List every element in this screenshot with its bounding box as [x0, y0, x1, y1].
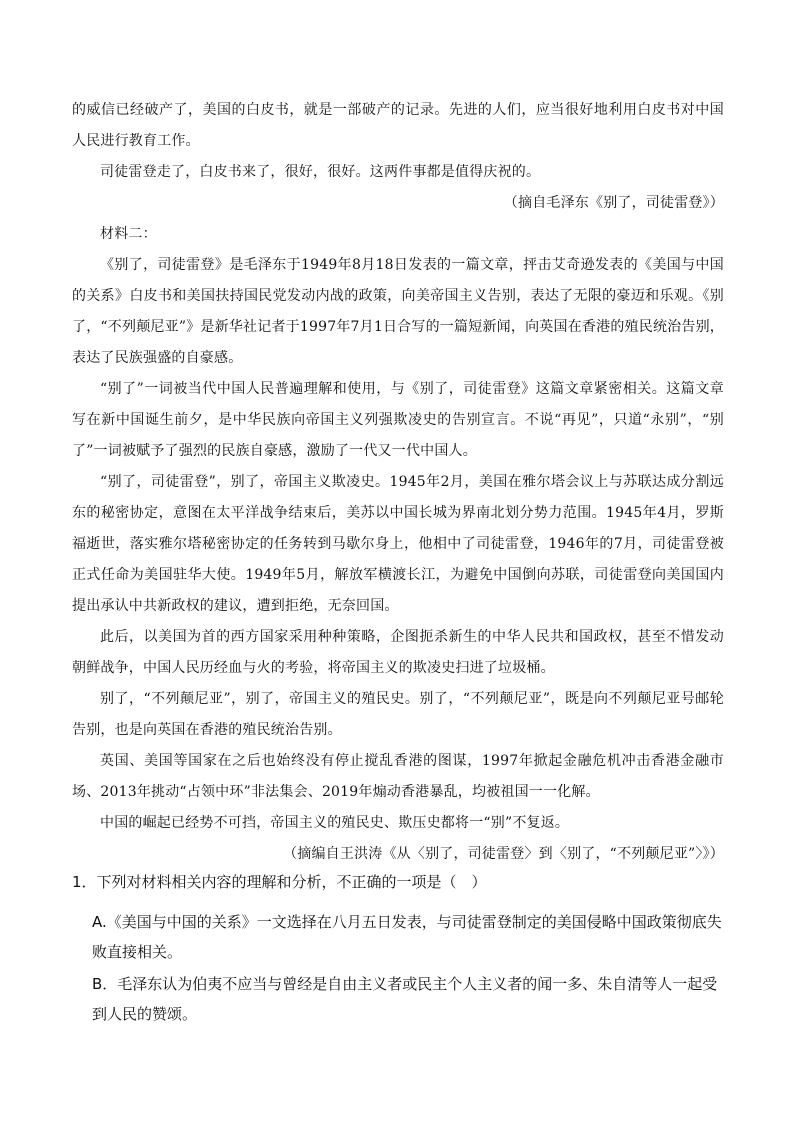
material-two-heading: 材料二：	[100, 226, 157, 242]
paragraph-britannia: 别了，“不列颠尼亚”，别了，帝国主义的殖民史。别了，“不列颠尼亚”，既是向不列颠尼亚号邮轮告别，也是向英国在香港的殖民统治告别。	[72, 691, 724, 738]
paragraph-white-paper-bankrupt: 的威信已经破产了，美国的白皮书，就是一部破产的记录。先进的人们，应当很好地利用白皮书对中国人民进行教育工作。	[72, 102, 724, 149]
paragraph-intro-two-articles: 《别了，司徒雷登》是毛泽东于1949年8月18日发表的一篇文章，抨击艾奇逊发表的《美国与中国的关系》白皮书和美国扶持国民党发动内战的政策，向美帝国主义告别，表达了无限的豪迈和乐观。《别了，“不列颠尼亚”》是新华社记者于1997年7月1日合写的一篇短新闻，向英国在香港的殖民统治告别，表达了民族强盛的自豪感。	[72, 257, 724, 366]
paragraph-history-stuart: “别了，司徒雷登”，别了，帝国主义欺凌史。1945年2月，美国在雅尔塔会议上与苏联达成分割远东的秘密协定，意图在太平洋战争结束后，美苏以中国长城为界南北划分势力范围。1945年4月，罗斯福逝世，落实雅尔塔秘密协定的任务转到马歇尔身上，他相中了司徒雷登，1946年的7月，司徒雷登被正式任命为美国驻华大使。1949年5月，解放军横渡长江，为避免中国倒向苏联，司徒雷登向美国国内提出承认中共新政权的建议，遭到拒绝，无奈回国。	[72, 474, 724, 614]
question-stem: 1．下列对材料相关内容的理解和分析，不正确的一项是（ ）	[72, 873, 487, 891]
paragraph-china-rise: 中国的崛起已经势不可挡，帝国主义的殖民史、欺压史都将一“别”不复返。	[100, 815, 570, 831]
paragraph-western-strategy: 此后，以美国为首的西方国家采用种种策略，企图扼杀新生的中华人民共和国政权，甚至不惜发动朝鲜战争，中国人民历经血与火的考验，将帝国主义的欺凌史扫进了垃圾桶。	[72, 629, 724, 676]
paragraph-hong-kong-schemes: 英国、美国等国家在之后也始终没有停止搅乱香港的图谋，1997年掀起金融危机冲击香港金融市场、2013年挑动“占领中环”非法集会、2019年煽动香港暴乱，均被祖国一一化解。	[72, 753, 724, 800]
source-citation-mao: （摘自毛泽东《别了，司徒雷登》）	[503, 195, 724, 211]
option-b[interactable]: B．毛泽东认为伯夷不应当与曾经是自由主义者或民主个人主义者的闻一多、朱自清等人一起受到人民的赞颂。	[92, 975, 718, 1023]
paragraph-stuart-left: 司徒雷登走了，白皮书来了，很好，很好。这两件事都是值得庆祝的。	[100, 164, 541, 180]
paragraph-farewell-word: “别了”一词被当代中国人民普遍理解和使用，与《别了，司徒雷登》这篇文章紧密相关。这篇文章写在新中国诞生前夕，是中华民族向帝国主义列强欺凌史的告别宣言。不说“再见”，只道“永别”，“别了”一词被赋予了强烈的民族自豪感，激励了一代又一代中国人。	[72, 381, 724, 459]
option-a[interactable]: A.《美国与中国的关系》一文选择在八月五日发表，与司徒雷登制定的美国侵略中国政策彻底失败直接相关。	[92, 913, 722, 961]
source-citation-wang: （摘编自王洪涛《从〈别了，司徒雷登〉到〈别了，“不列颠尼亚”〉》）	[283, 846, 724, 862]
